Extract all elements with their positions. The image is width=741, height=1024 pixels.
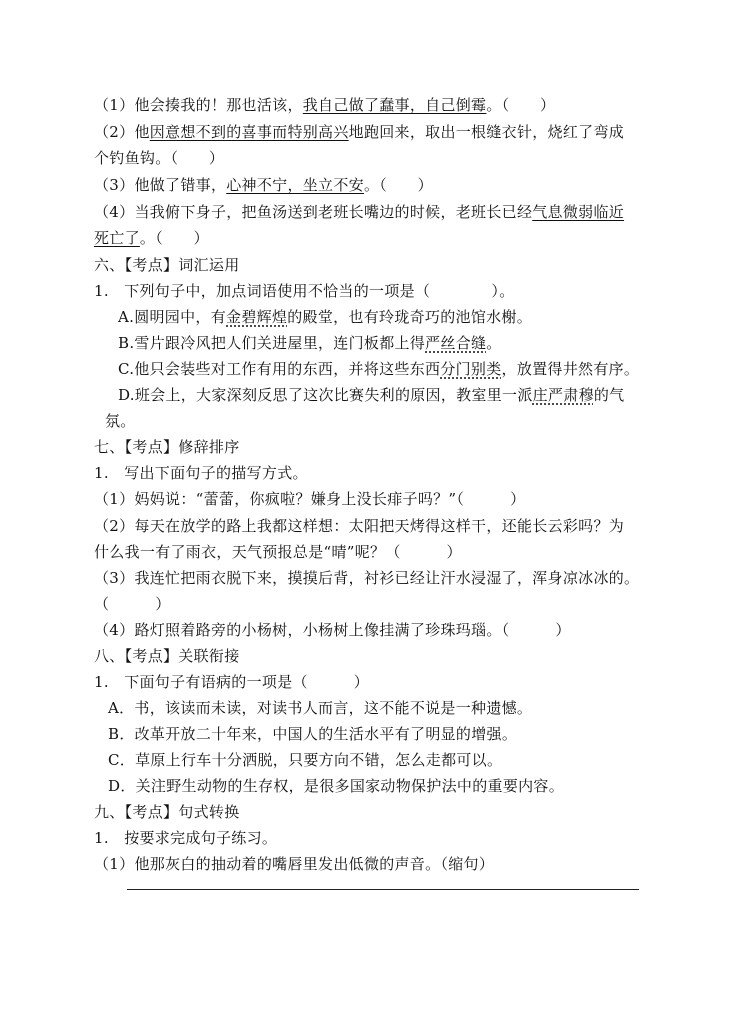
text: （4）当我俯下身子，把鱼汤送到老班长嘴边的时候，老班长已经	[94, 203, 533, 221]
q5-item-1	[94, 95, 555, 115]
q5-item-3	[94, 175, 433, 195]
s7-item-2-cont: 什么我一有了雨衣，天气预报总是“晴”呢？（ ）	[94, 543, 462, 561]
section-7-heading: 七、【考点】修辞排序	[94, 438, 240, 456]
section-9-heading: 九、【考点】句式转换	[94, 803, 240, 821]
section-8-heading: 八、【考点】关联衔接	[94, 647, 240, 665]
text: 的殿堂，也有玲珑奇巧的池馆水榭。	[287, 308, 533, 326]
text: ，放置得井然有序。	[501, 360, 640, 378]
s7-item-3-cont: （ ）	[94, 595, 171, 613]
answer-blank: 。（ ）	[486, 96, 556, 114]
s7-item-1: （1）妈妈说：“蕾蕾，你疯啦？嫌身上没长痱子吗？”（ ）	[94, 490, 526, 508]
s7-item-3: （3）我连忙把雨衣脱下来，摸摸后背，衬衫已经让汗水浸湿了，浑身凉冰冰的。	[94, 569, 640, 587]
underlined-phrase: 死亡了	[94, 229, 140, 247]
text: B.雪片跟冷风把人们关进屋里，连门板都上得	[118, 334, 426, 352]
s6-question: 1. 下列句子中，加点词语使用不恰当的一项是（ ）。	[94, 282, 515, 300]
text: 地跑回来，取出一根缝衣针，烧红了弯成	[348, 123, 625, 141]
text: （1）他会揍我的！那也活该，	[94, 96, 303, 114]
text: A.圆明园中，有	[118, 308, 227, 326]
s9-question: 1. 按要求完成句子练习。	[94, 829, 278, 847]
text: （2）他	[94, 123, 150, 141]
s7-question: 1. 写出下面句子的描写方式。	[94, 464, 308, 482]
answer-blank: 。（ ）	[139, 229, 209, 247]
s6-option-d-cont: 氛。	[105, 412, 136, 430]
s8-option-d: D．关注野生动物的生存权，是很多国家动物保护法中的重要内容。	[108, 777, 565, 795]
text: （3）他做了错事，	[94, 176, 227, 194]
underlined-phrase: 心神不宁，坐立不安	[226, 176, 364, 194]
s6-option-a	[118, 307, 532, 327]
s7-item-4: （4）路灯照着路旁的小杨树，小杨树上像挂满了珍珠玛瑙。（ ）	[94, 621, 571, 639]
s6-option-c	[118, 359, 639, 379]
answer-blank: 。（ ）	[363, 176, 433, 194]
underlined-phrase: 因意想不到的喜事而特别高兴	[149, 123, 349, 141]
s7-item-2: （2）每天在放学的路上我都这样想：太阳把天烤得这样干，还能长云彩吗？为	[94, 517, 625, 535]
underlined-phrase: 气息微弱临近	[532, 203, 625, 221]
s8-option-a: A．书，该读而未读，对读书人而言，这不能不说是一种遗憾。	[108, 699, 533, 717]
answer-line	[127, 889, 639, 890]
text: D.班会上，大家深刻反思了这次比赛失利的原因，教室里一派	[118, 386, 533, 404]
text: 的气	[593, 386, 625, 404]
q5-item-2	[94, 122, 624, 142]
dotted-word: 庄严肃穆	[532, 386, 594, 404]
q5-item-4-cont	[94, 228, 209, 248]
dotted-word: 分门别类	[440, 360, 502, 378]
s6-option-d	[118, 385, 624, 405]
section-6-heading: 六、【考点】词汇运用	[94, 256, 240, 274]
s8-option-b: B．改革开放二十年来，中国人的生活水平有了明显的增强。	[108, 725, 518, 743]
text: C.他只会装些对工作有用的东西，并将这些东西	[118, 360, 441, 378]
dotted-word: 严丝合缝	[425, 334, 487, 352]
q5-item-2-cont: 个钓鱼钩。（ ）	[94, 149, 225, 167]
q5-item-4	[94, 202, 624, 222]
underlined-phrase: 我自己做了蠢事，自己倒霉	[302, 96, 487, 114]
text: 。	[486, 334, 502, 352]
s6-option-b	[118, 333, 502, 353]
s9-item-1: （1）他那灰白的抽动着的嘴唇里发出低微的声音。（缩句）	[94, 855, 495, 873]
dotted-word: 金碧辉煌	[226, 308, 288, 326]
s8-question: 1. 下面句子有语病的一项是（ ）	[94, 673, 370, 691]
s8-option-c: C．草原上行车十分洒脱，只要方向不错，怎么走都可以。	[108, 751, 503, 769]
